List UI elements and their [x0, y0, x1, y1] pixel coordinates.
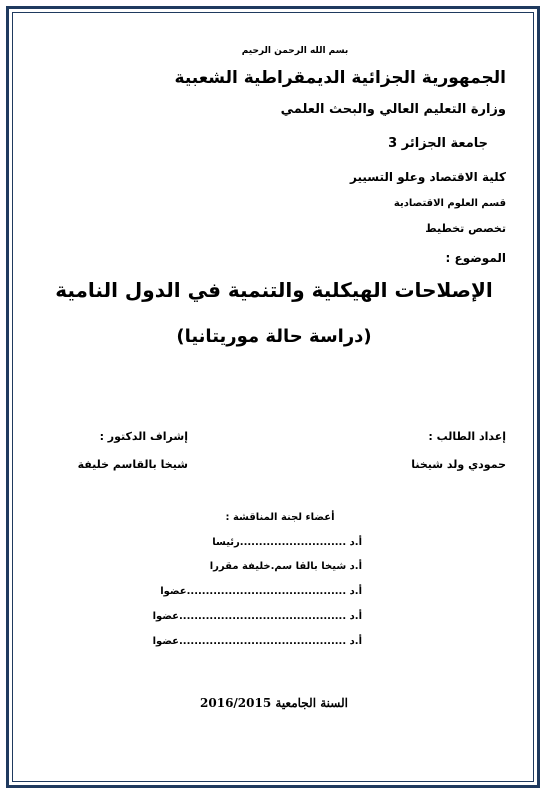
basmala: بسم الله الرحمن الرحيم [241, 46, 349, 56]
specialty-name: تخصص تخطيط [425, 222, 506, 235]
jury-title: أعضاء لجنة المناقشة : [225, 512, 335, 523]
subject-label: الموضوع : [445, 251, 506, 265]
jury-member-rapporteur: أ.د شيخا بالقا سم.خليفة مقررا [209, 561, 362, 572]
jury-member-3: أ.د ............................................عضوا [152, 636, 362, 647]
republic-heading: الجمهورية الجزائية الديمقراطية الشعبية [174, 68, 506, 88]
jury-member-president: أ.د ............................رئيسا [212, 537, 362, 548]
department-name: قسم العلوم الاقتصادية [393, 198, 506, 209]
university-name: جامعة الجزائر 3 [388, 136, 488, 151]
academic-year: السنة الجامعية 2016/2015 [200, 696, 348, 710]
jury-member-2: أ.د ............................................عضوا [152, 611, 362, 622]
supervisor-label: إشراف الدكتور : [99, 430, 188, 443]
supervisor-name: شيخا بالقاسم خليفة [77, 458, 188, 471]
prepared-by-label: إعداد الطالب : [428, 430, 506, 443]
ministry-heading: وزارة التعليم العالي والبحث العلمي [280, 102, 506, 117]
student-name: حمودي ولد شيخنا [411, 458, 506, 471]
faculty-name: كلية الاقتصاد وعلو التسيير [350, 170, 506, 184]
thesis-title: الإصلاحات الهيكلية والتنمية في الدول النامية [55, 278, 493, 302]
page-border-inner [12, 12, 534, 782]
jury-member-1: أ.د ..........................................عضوا [160, 586, 362, 597]
thesis-subtitle: (دراسة حالة موريتانيا) [176, 326, 372, 347]
